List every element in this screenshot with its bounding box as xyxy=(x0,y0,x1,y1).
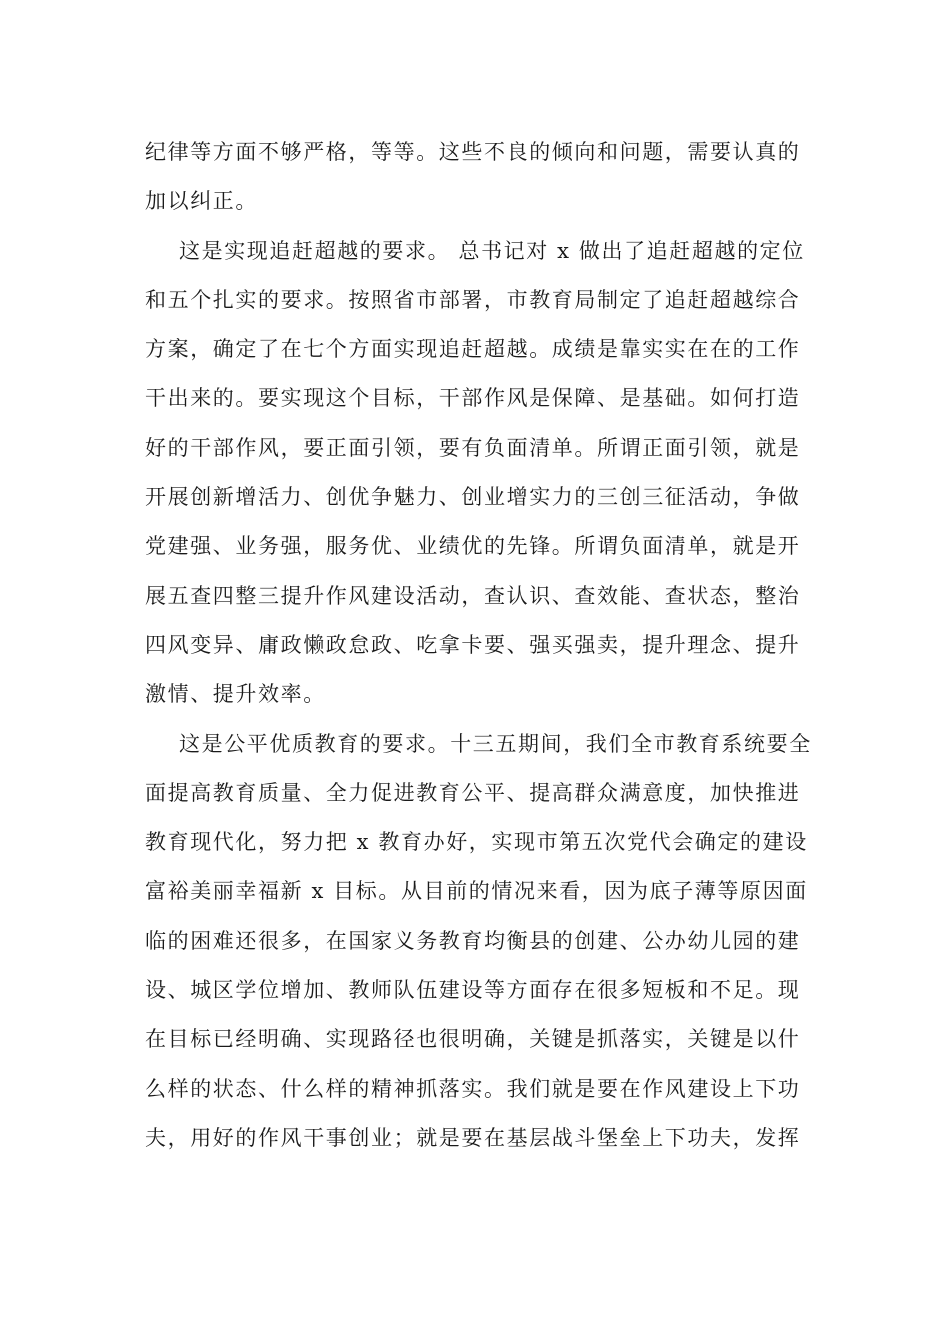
text-line: 富裕美丽幸福新 x 目标。从目前的情况来看，因为底子薄等原因面 xyxy=(145,879,808,904)
text-line: 面提高教育质量、全力促进教育公平、提高群众满意度，加快推进 xyxy=(145,780,801,805)
text-line: 和五个扎实的要求。按照省市部署，市教育局制定了追赶超越综合 xyxy=(145,287,801,312)
text-line: 四风变异、庸政懒政怠政、吃拿卡要、强买强卖，提升理念、提升 xyxy=(145,632,801,657)
text-line: 党建强、业务强，服务优、业绩优的先锋。所谓负面清单，就是开 xyxy=(145,534,801,559)
paragraph-2 xyxy=(145,227,805,720)
text-line: 好的干部作风，要正面引领，要有负面清单。所谓正面引领，就是 xyxy=(145,435,801,460)
text-line: 激情、提升效率。 xyxy=(145,682,326,707)
text-line: 夫，用好的作风干事创业；就是要在基层战斗堡垒上下功夫，发挥 xyxy=(145,1125,801,1150)
text-line: 展五查四整三提升作风建设活动，查认识、查效能、查状态，整治 xyxy=(145,583,801,608)
paragraph-1 xyxy=(145,128,800,227)
document-body xyxy=(145,128,812,1163)
text-line: 方案，确定了在七个方面实现追赶超越。成绩是靠实实在在的工作 xyxy=(145,337,801,362)
text-line: 加以纠正。 xyxy=(145,189,258,214)
text-line: 这是实现追赶超越的要求。 总书记对 x 做出了追赶超越的定位 xyxy=(179,238,805,263)
text-line: 么样的状态、什么样的精神抓落实。我们就是要在作风建设上下功 xyxy=(145,1076,801,1101)
text-line: 这是公平优质教育的要求。十三五期间，我们全市教育系统要全 xyxy=(179,731,812,756)
text-line: 干出来的。要实现这个目标，干部作风是保障、是基础。如何打造 xyxy=(145,386,801,411)
text-line: 教育现代化，努力把 x 教育办好，实现市第五次党代会确定的建设 xyxy=(145,830,808,855)
text-line: 临的困难还很多，在国家义务教育均衡县的创建、公办幼儿园的建 xyxy=(145,928,801,953)
text-line: 开展创新增活力、创优争魅力、创业增实力的三创三征活动，争做 xyxy=(145,485,801,510)
paragraph-3 xyxy=(145,720,812,1164)
text-line: 设、城区学位增加、教师队伍建设等方面存在很多短板和不足。现 xyxy=(145,978,801,1003)
text-line: 纪律等方面不够严格，等等。这些不良的倾向和问题，需要认真的 xyxy=(145,140,801,164)
text-line: 在目标已经明确、实现路径也很明确，关键是抓落实，关键是以什 xyxy=(145,1027,801,1052)
